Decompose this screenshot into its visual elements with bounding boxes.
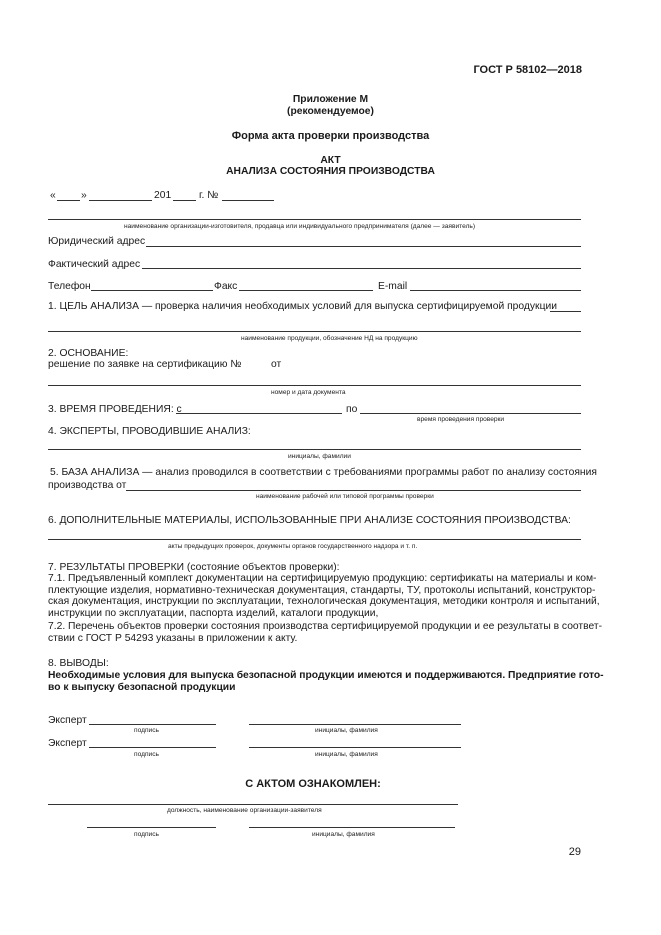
- appendix-note: (рекомендуемое): [287, 106, 374, 117]
- year-field[interactable]: [173, 200, 196, 201]
- section2-heading: 2. ОСНОВАНИЕ:: [48, 348, 129, 359]
- section7-heading: 7. РЕЗУЛЬТАТЫ ПРОВЕРКИ (состояние объектов проверки):: [48, 562, 340, 573]
- applicant-signature-caption: подпись: [134, 831, 159, 838]
- basis-document-field[interactable]: [48, 385, 581, 386]
- expert2-signature-field[interactable]: [89, 747, 216, 748]
- applicant-name-caption: инициалы, фамилия: [312, 831, 375, 838]
- product-caption: наименование продукции, обозначение НД на продукцию: [241, 335, 418, 342]
- phone-field[interactable]: [91, 290, 213, 291]
- expert1-signature-field[interactable]: [89, 724, 216, 725]
- standard-code: ГОСТ Р 58102—2018: [473, 64, 582, 76]
- expert1-name-caption: инициалы, фамилия: [315, 727, 378, 734]
- email-label: E-mail: [378, 281, 408, 292]
- section7-p1-line: плектующие изделия, нормативно-техническая документация, стандарты, ТУ, протоколы испытаний, конструктор-: [48, 584, 596, 596]
- conclusion-line: Необходимые условия для выпуска безопасной продукции имеются и поддерживаются. Предприятие гото-: [48, 670, 604, 681]
- legal-address-field[interactable]: [146, 246, 581, 247]
- form-title: Форма акта проверки производства: [231, 130, 430, 142]
- expert2-name-field[interactable]: [249, 747, 461, 748]
- section2-text: решение по заявке на сертификацию №: [48, 359, 242, 370]
- number-label: г. №: [199, 190, 219, 201]
- legal-address-label: Юридический адрес: [48, 236, 146, 247]
- quote-close: »: [81, 190, 87, 201]
- month-field[interactable]: [89, 200, 152, 201]
- section7-p1-line: ская документация, инструкции по эксплуатации, технологическая документация, методики контроля и испытаний,: [48, 596, 600, 608]
- appendix-title: Приложение М: [292, 94, 369, 105]
- section7-p2-line: 7.2. Перечень объектов проверки состояния производства сертифицируемой продукции и ее результаты в соответ-: [48, 621, 603, 632]
- product-field[interactable]: [48, 331, 581, 332]
- conclusion-line: во к выпуску безопасной продукции: [48, 681, 236, 693]
- conclusion-text: [48, 670, 604, 693]
- applicant-name-field[interactable]: [249, 827, 455, 828]
- applicant-position-field[interactable]: [48, 804, 458, 805]
- year-prefix: 201: [154, 190, 172, 201]
- phone-label: Телефон: [48, 281, 91, 292]
- expert2-name-caption: инициалы, фамилия: [315, 751, 378, 758]
- acquainted-title: С АКТОМ ОЗНАКОМЛЕН:: [245, 778, 381, 790]
- program-caption: наименование рабочей или типовой программы проверки: [256, 493, 434, 500]
- section1-inline-field[interactable]: [550, 311, 581, 312]
- materials-field[interactable]: [48, 539, 581, 540]
- organization-field[interactable]: [48, 219, 581, 220]
- section7-paragraph-2: [48, 621, 602, 644]
- section5-line2: производства от: [48, 480, 127, 491]
- section2-from: от: [271, 359, 282, 370]
- basis-document-caption: номер и дата документа: [271, 389, 346, 396]
- day-field[interactable]: [57, 200, 80, 201]
- applicant-position-caption: должность, наименование организации-заявителя: [167, 807, 322, 814]
- actual-address-label: Фактический адрес: [48, 259, 141, 270]
- section3-to: по: [346, 404, 358, 415]
- section7-paragraph-1: [48, 573, 600, 619]
- expert1-label: Эксперт: [48, 715, 87, 726]
- time-caption: время проведения проверки: [417, 416, 505, 423]
- number-field[interactable]: [222, 200, 274, 201]
- actual-address-field[interactable]: [142, 268, 581, 269]
- expert1-signature-caption: подпись: [134, 727, 159, 734]
- section1-text: 1. ЦЕЛЬ АНАЛИЗА — проверка наличия необходимых условий для выпуска сертифицируемой продукции: [48, 301, 557, 312]
- expert2-label: Эксперт: [48, 738, 87, 749]
- section8-heading: 8. ВЫВОДЫ:: [48, 658, 109, 669]
- section6-text: 6. ДОПОЛНИТЕЛЬНЫЕ МАТЕРИАЛЫ, ИСПОЛЬЗОВАННЫЕ ПРИ АНАЛИЗЕ СОСТОЯНИЯ ПРОИЗВОДСТВА:: [48, 515, 571, 526]
- expert2-signature-caption: подпись: [134, 751, 159, 758]
- organization-caption: наименование организации-изготовителя, продавца или индивидуального предпринимателя (далее — заявитель): [124, 223, 476, 230]
- time-to-field[interactable]: [360, 413, 581, 414]
- fax-label: Факс: [214, 281, 238, 292]
- section7-p1-line: 7.1. Предъявленный комплект документации на сертифицируемую продукцию: сертификаты на материалы и ком-: [48, 573, 597, 584]
- act-title: АКТ: [320, 155, 341, 166]
- applicant-signature-field[interactable]: [87, 827, 216, 828]
- experts-caption: инициалы, фамилии: [288, 453, 351, 460]
- time-from-field[interactable]: [176, 413, 342, 414]
- expert1-name-field[interactable]: [249, 724, 461, 725]
- experts-field[interactable]: [48, 449, 581, 450]
- section5-line1: 5. БАЗА АНАЛИЗА — анализ проводился в соответствии с требованиями программы работ по анализу состояния: [50, 467, 597, 478]
- section7-p1-line: инструкции по эксплуатации, паспорта изделий, каталоги продукции,: [48, 607, 379, 619]
- act-subtitle: АНАЛИЗА СОСТОЯНИЯ ПРОИЗВОДСТВА: [226, 166, 435, 177]
- program-field[interactable]: [126, 490, 581, 491]
- materials-caption: акты предыдущих проверок, документы органов государственного надзора и т. п.: [168, 543, 418, 550]
- section7-p2-line: ствии с ГОСТ Р 54293 указаны в приложении к акту.: [48, 632, 298, 644]
- page-number: 29: [568, 846, 581, 858]
- email-field[interactable]: [410, 290, 581, 291]
- section4-text: 4. ЭКСПЕРТЫ, ПРОВОДИВШИЕ АНАЛИЗ:: [48, 426, 251, 437]
- quote-open: «: [50, 190, 56, 201]
- section3-text: 3. ВРЕМЯ ПРОВЕДЕНИЯ: с: [48, 404, 182, 415]
- fax-field[interactable]: [239, 290, 373, 291]
